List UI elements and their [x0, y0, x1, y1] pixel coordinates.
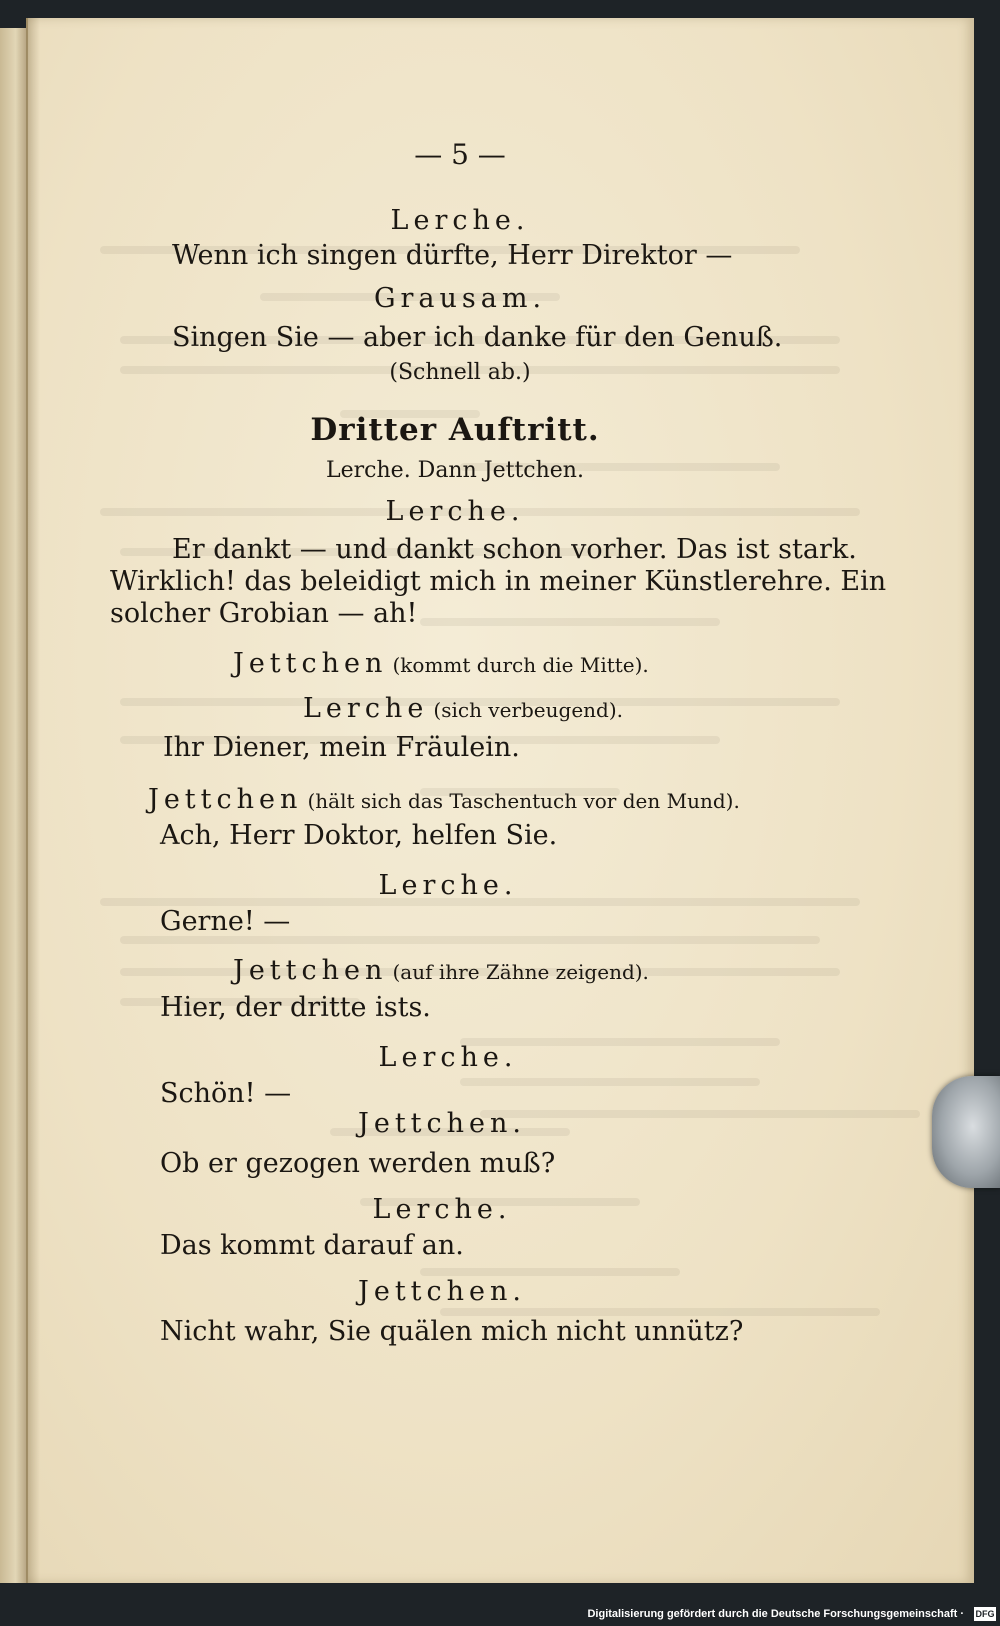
speaker-with-direction [233, 955, 649, 986]
speech-line: Ihr Diener, mein Fräulein. [163, 732, 520, 763]
speaker-name: Jettchen [233, 648, 388, 679]
stage-direction: (sich verbeugend). [433, 698, 624, 722]
dfg-logo: DFG [975, 1609, 995, 1619]
stage-direction: (kommt durch die Mitte). [392, 653, 649, 677]
speaker-with-direction [303, 693, 623, 724]
speaker-jettchen: Jettchen. [358, 1276, 526, 1307]
page-number: — 5 — [414, 138, 506, 171]
speaker-lerche: Lerche. [378, 870, 518, 901]
speech-line: solcher Grobian — ah! [110, 598, 418, 629]
speech-line: Gerne! — [160, 906, 291, 937]
speaker-lerche: Lerche. [385, 496, 525, 527]
scene-cast: Lerche. Dann Jettchen. [326, 458, 584, 483]
speaker-name: Jettchen [233, 955, 388, 986]
speech-line: Er dankt — und dankt schon vorher. Das ist stark. [172, 534, 857, 565]
gutter-shadow [26, 18, 40, 1583]
speaker-lerche: Lerche. [378, 1042, 518, 1073]
left-page-edge [0, 28, 26, 1583]
speaker-lerche: Lerche. [372, 1194, 512, 1225]
speech-line: Das kommt darauf an. [160, 1230, 464, 1261]
speech-line: Ob er gezogen werden muß? [160, 1148, 556, 1179]
stage-direction: (Schnell ab.) [389, 360, 531, 385]
digitization-credit: Digitalisierung gefördert durch die Deutsche Forschungsgemeinschaft · [583, 1604, 968, 1624]
speech-line: Schön! — [160, 1078, 292, 1109]
speech-line: Ach, Herr Doktor, helfen Sie. [160, 820, 558, 851]
speech-line: Wirklich! das beleidigt mich in meiner Künstlerehre. Ein [110, 566, 887, 597]
speaker-name: Lerche [303, 693, 429, 724]
stage-direction: (hält sich das Taschentuch vor den Mund). [307, 789, 740, 813]
stage-direction: (auf ihre Zähne zeigend). [392, 960, 649, 984]
speaker-name: Jettchen [148, 784, 303, 815]
speech-line: Wenn ich singen dürfte, Herr Direktor — [172, 240, 733, 271]
scene-heading: Dritter Auftritt. [310, 412, 600, 448]
speaker-jettchen: Jettchen. [358, 1108, 526, 1139]
speaker-with-direction [233, 648, 649, 679]
speaker-lerche: Lerche. [390, 205, 530, 236]
speaker-grausam: Grausam. [373, 283, 547, 314]
speech-line: Singen Sie — aber ich danke für den Genuß. [172, 322, 783, 353]
page-clip [932, 1076, 1000, 1188]
speech-line: Nicht wahr, Sie quälen mich nicht unnütz? [160, 1316, 744, 1347]
speech-line: Hier, der dritte ists. [160, 992, 431, 1023]
speaker-with-direction [148, 784, 740, 815]
